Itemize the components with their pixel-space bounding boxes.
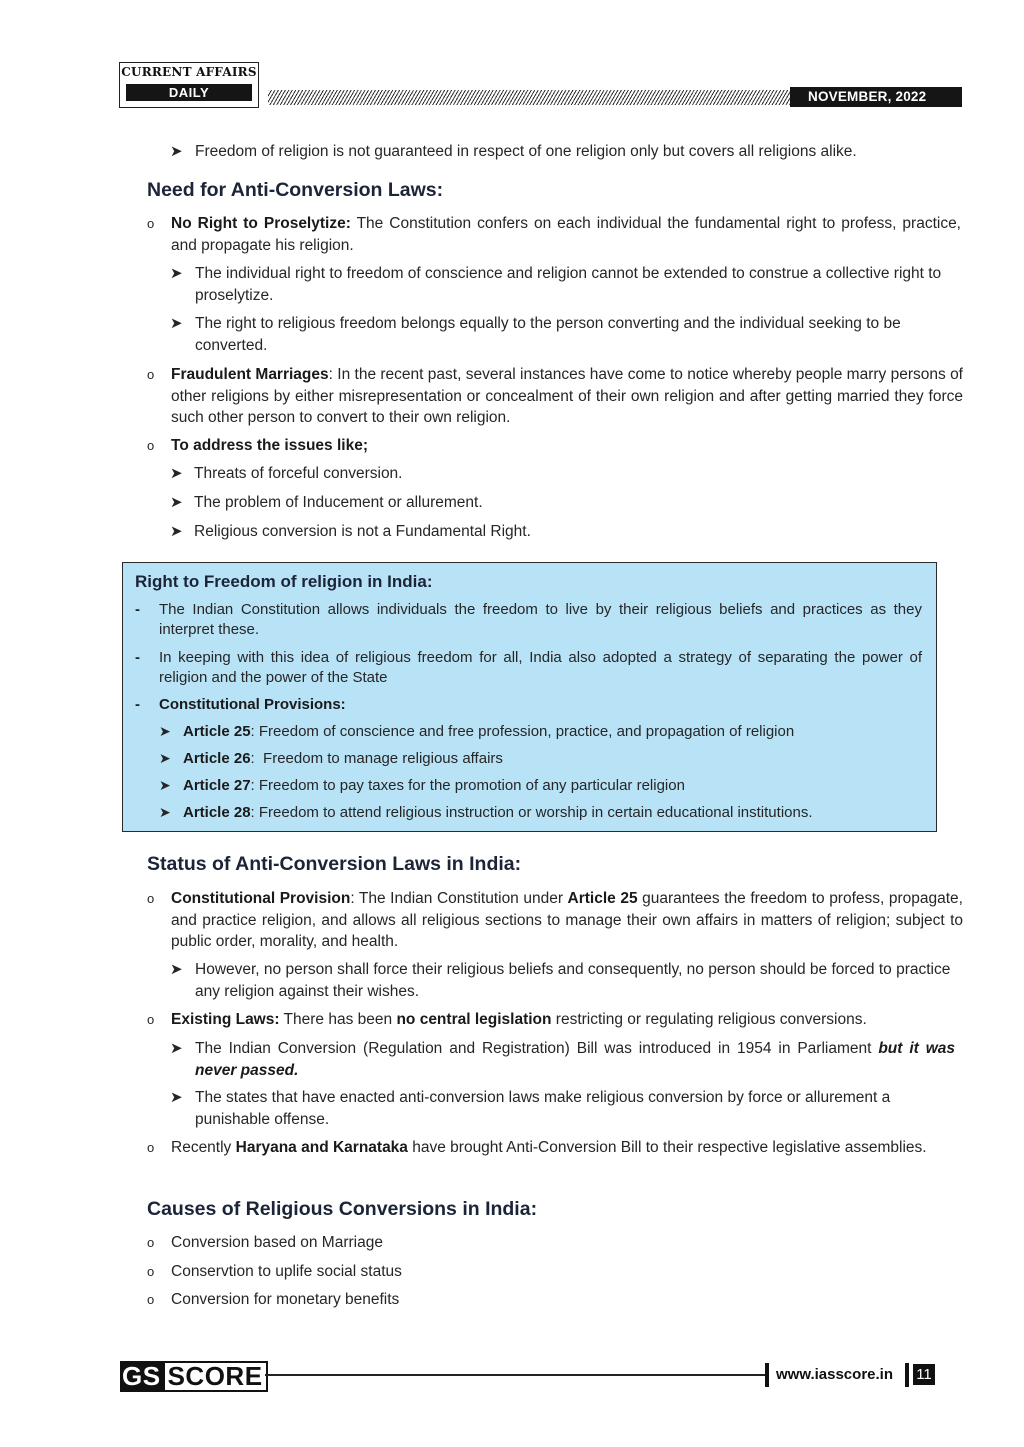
- box-point-separation: In keeping with this idea of religious freedom for all, India also adopted a strategy of separating the power of religion and the power of the State: [159, 649, 922, 686]
- need-point-fraudulent-text: : In the recent past, several instances have come to notice whereby people marry persons of other religions by either misrepresentation or concealment of their own religion and after getting married they force such other person to convert to their own religion.: [171, 366, 963, 426]
- need-heading: Need for Anti-Conversion Laws:: [147, 179, 444, 201]
- box-heading: Right to Freedom of religion in India:: [135, 572, 433, 591]
- circle-bullet-icon: o: [147, 438, 155, 453]
- article-25-text: : Freedom of conscience and free profession, practice, and propagation of religion: [250, 723, 795, 740]
- article-25-label: Article 25: [183, 723, 251, 740]
- status-point-constitutional-article: Article 25: [567, 890, 638, 907]
- circle-bullet-icon: o: [147, 1140, 155, 1155]
- need-point-issues: [171, 435, 961, 457]
- status-point-constitutional: [171, 888, 963, 953]
- circle-bullet-icon: o: [147, 216, 155, 231]
- arrow-bullet-icon: ➤: [170, 1088, 183, 1106]
- issue-date: NOVEMBER, 2022: [790, 87, 962, 107]
- page-number: 11: [913, 1364, 935, 1385]
- article-26-text: : Freedom to manage religious affairs: [250, 750, 503, 767]
- masthead-box: [119, 62, 259, 108]
- circle-bullet-icon: o: [147, 367, 155, 382]
- article-25: [183, 722, 923, 742]
- circle-bullet-icon: o: [147, 1292, 155, 1307]
- circle-bullet-icon: o: [147, 891, 155, 906]
- box-point-provisions: Constitutional Provisions:: [159, 696, 346, 713]
- arrow-bullet-icon: ➤: [159, 805, 171, 821]
- article-27-label: Article 27: [183, 777, 251, 794]
- arrow-bullet-icon: ➤: [170, 493, 183, 511]
- footer-bar-left: [765, 1363, 769, 1387]
- arrow-bullet-icon: ➤: [170, 314, 183, 332]
- status-point-existing-text-b: restricting or regulating religious conversions.: [551, 1011, 867, 1028]
- need-point-fraudulent: [171, 364, 963, 429]
- arrow-bullet-icon: ➤: [170, 142, 183, 160]
- article-26: [183, 749, 923, 769]
- intro-bullet-text: Freedom of religion is not guaranteed in respect of one religion only but covers all religions alike.: [195, 143, 857, 160]
- need-point-proselytize-label: No Right to Proselytize:: [171, 215, 351, 232]
- cause-item-2: Conservtion to uplife social status: [171, 1263, 402, 1280]
- article-28: [183, 803, 928, 823]
- status-point-constitutional-text-a: : The Indian Constitution under: [350, 890, 568, 907]
- causes-heading: Causes of Religious Conversions in India:: [147, 1198, 538, 1220]
- status-point-recent-text-b: have brought Anti-Conversion Bill to their respective legislative assemblies.: [407, 1139, 927, 1156]
- arrow-bullet-icon: ➤: [159, 751, 171, 767]
- religion-freedom-box: [122, 562, 937, 832]
- article-26-label: Article 26: [183, 750, 251, 767]
- issue-item-1: Threats of forceful conversion.: [194, 465, 403, 482]
- arrow-bullet-icon: ➤: [159, 778, 171, 794]
- article-28-text: : Freedom to attend religious instruction or worship in certain educational institutions.: [250, 804, 813, 821]
- masthead-daily-label: DAILY: [126, 84, 252, 101]
- status-subpoint-bill-text: The Indian Conversion (Regulation and Registration) Bill was introduced in 1954 in Parliament: [195, 1040, 879, 1057]
- status-point-constitutional-text-b: guarantees the freedom to profess, propagate, and practice religion, and allows all religious sections to manage their own affairs in matters of religion; subject to public order, morality, and health.: [171, 890, 963, 950]
- status-point-existing-text-a: There has been: [279, 1011, 397, 1028]
- arrow-bullet-icon: ➤: [170, 464, 183, 482]
- status-point-recent-text-a: Recently: [171, 1139, 236, 1156]
- issue-item-3: Religious conversion is not a Fundamental Right.: [194, 523, 531, 540]
- status-point-recent: [171, 1137, 959, 1159]
- footer-website-link[interactable]: www.iasscore.in: [776, 1366, 893, 1383]
- need-point-fraudulent-label: Fraudulent Marriages: [171, 366, 329, 383]
- need-subpoint-equal: The right to religious freedom belongs equally to the person converting and the individual seeking to be converted.: [195, 315, 901, 354]
- article-27: [183, 776, 923, 796]
- logo-gs: GS: [122, 1361, 161, 1391]
- status-point-recent-states: Haryana and Karnataka: [235, 1139, 408, 1156]
- circle-bullet-icon: o: [147, 1012, 155, 1027]
- arrow-bullet-icon: ➤: [170, 960, 183, 978]
- status-subpoint-force: However, no person shall force their religious beliefs and consequently, no person should be forced to practice any religion against their wishes.: [195, 961, 951, 1000]
- status-point-existing: [171, 1009, 963, 1031]
- cause-item-3: Conversion for monetary benefits: [171, 1291, 400, 1308]
- status-subpoint-bill-emphasis: but it was never passed.: [195, 1040, 956, 1079]
- arrow-bullet-icon: ➤: [170, 522, 183, 540]
- article-28-label: Article 28: [183, 804, 251, 821]
- arrow-bullet-icon: ➤: [170, 264, 183, 282]
- status-subpoint-states: The states that have enacted anti-conversion laws make religious conversion by force or allurement a punishable offense.: [195, 1089, 891, 1128]
- circle-bullet-icon: o: [147, 1235, 155, 1250]
- masthead-title: CURRENT AFFAIRS: [121, 65, 257, 79]
- footer-divider: [265, 1374, 765, 1376]
- header-hatch-divider: [268, 90, 790, 105]
- arrow-bullet-icon: ➤: [170, 1039, 183, 1057]
- status-point-constitutional-label: Constitutional Provision: [171, 890, 351, 907]
- status-point-existing-label: Existing Laws:: [171, 1011, 280, 1028]
- need-point-proselytize-text: The Constitution confers on each individual the fundamental right to profess, practice, and propagate his religion.: [171, 215, 961, 254]
- need-point-issues-label: To address the issues like;: [171, 437, 368, 454]
- gs-score-logo: [120, 1361, 268, 1392]
- logo-score: SCORE: [163, 1361, 268, 1392]
- status-point-existing-emphasis: no central legislation: [396, 1011, 552, 1028]
- issue-item-2: The problem of Inducement or allurement.: [194, 494, 483, 511]
- dash-bullet-icon: -: [135, 601, 140, 618]
- circle-bullet-icon: o: [147, 1264, 155, 1279]
- need-subpoint-collective: The individual right to freedom of conscience and religion cannot be extended to construe a collective right to proselytize.: [195, 265, 942, 304]
- status-subpoint-bill: [195, 1038, 955, 1081]
- dash-bullet-icon: -: [135, 696, 140, 713]
- arrow-bullet-icon: ➤: [159, 724, 171, 740]
- need-point-proselytize: [171, 213, 961, 256]
- box-point-beliefs: The Indian Constitution allows individuals the freedom to live by their religious beliefs and practices as they interpret these.: [159, 601, 922, 638]
- dash-bullet-icon: -: [135, 649, 140, 666]
- article-27-text: : Freedom to pay taxes for the promotion of any particular religion: [250, 777, 685, 794]
- footer-bar-right: [905, 1363, 909, 1387]
- status-heading: Status of Anti-Conversion Laws in India:: [147, 853, 522, 875]
- cause-item-1: Conversion based on Marriage: [171, 1234, 383, 1251]
